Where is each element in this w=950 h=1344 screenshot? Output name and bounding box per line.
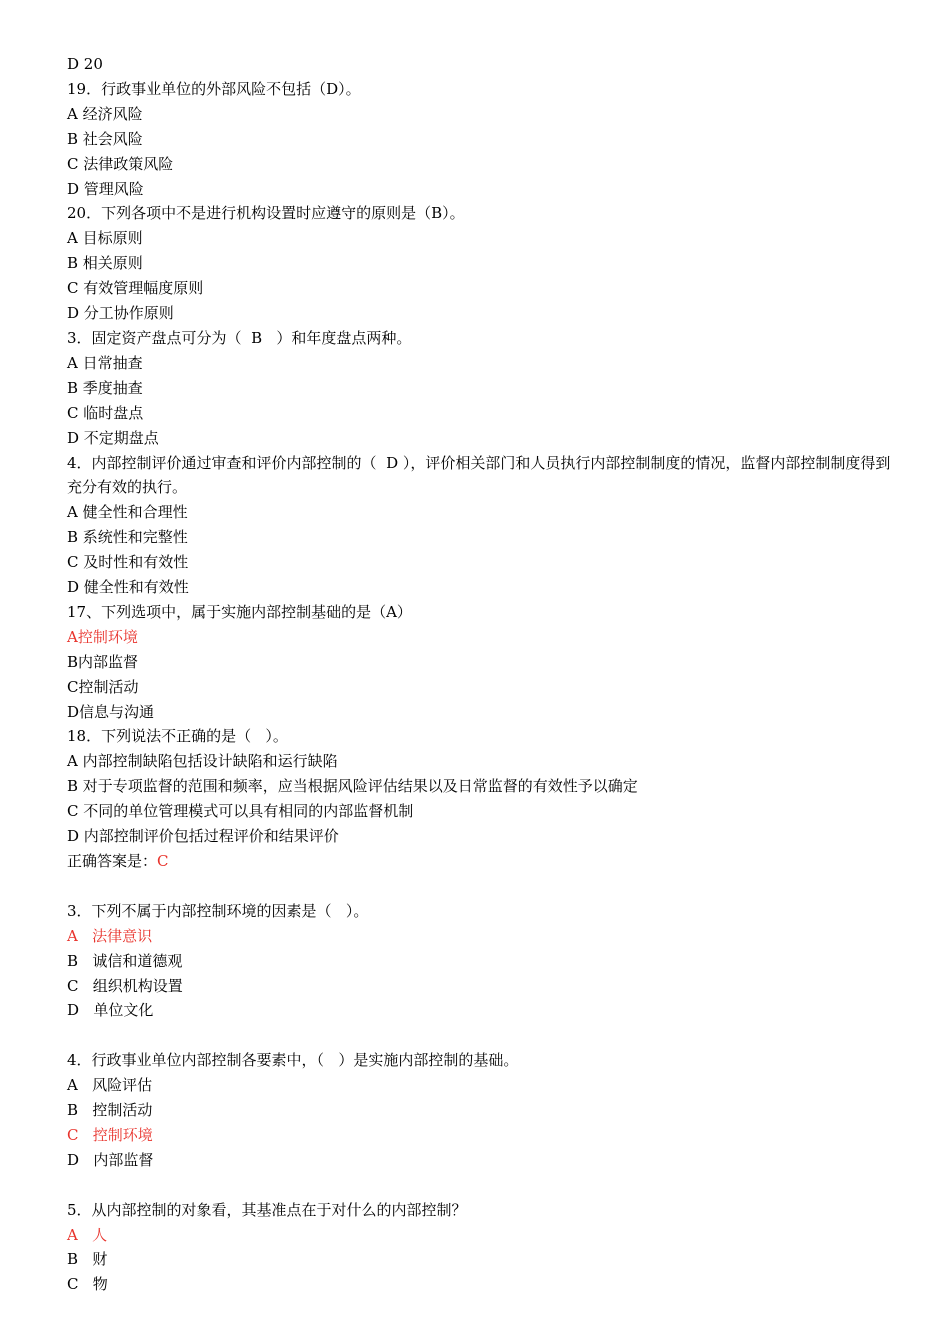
line-text: D信息与沟通 — [67, 702, 155, 721]
line-text: B 诚信和道德观 — [67, 951, 183, 970]
text-line — [67, 899, 902, 924]
text-line — [67, 276, 902, 301]
line-text: D 20 — [67, 55, 103, 73]
text-line — [67, 949, 902, 974]
line-text: B 季度抽查 — [67, 378, 143, 397]
line-text: D 内部监督 — [67, 1150, 154, 1169]
text-line — [67, 426, 902, 451]
text-line — [67, 1148, 902, 1173]
line-text: A 风险评估 — [67, 1076, 153, 1095]
text-line — [67, 376, 902, 401]
line-text: A 日常抽查 — [67, 353, 143, 372]
text-line — [67, 974, 902, 999]
line-text: C 组织机构设置 — [67, 976, 183, 995]
text-line — [67, 500, 902, 525]
text-line — [67, 177, 902, 202]
text-line — [67, 77, 902, 102]
text-line — [67, 1098, 902, 1123]
line-text: C 控制环境 — [67, 1125, 153, 1144]
line-text: A 内部控制缺陷包括设计缺陷和运行缺陷 — [67, 752, 338, 771]
line-text: B内部监督 — [67, 652, 139, 671]
line-text: C 物 — [67, 1275, 108, 1294]
line-text: A 经济风险 — [67, 104, 143, 123]
text-line — [67, 650, 902, 675]
line-text: C 及时性和有效性 — [67, 553, 189, 572]
line-text: D 健全性和有效性 — [67, 578, 189, 597]
text-line — [67, 102, 902, 127]
text-line — [67, 824, 902, 849]
line-text: A 法律意识 — [67, 926, 153, 945]
line-text: 4．行政事业单位内部控制各要素中，（ ）是实施内部控制的基础。 — [67, 1051, 519, 1070]
text-line — [67, 1247, 902, 1272]
text-line — [67, 1272, 902, 1297]
text-line — [67, 1198, 902, 1223]
line-text: C 不同的单位管理模式可以具有相同的内部监督机制 — [67, 802, 414, 821]
text-line — [67, 52, 902, 77]
text-line — [67, 575, 902, 600]
text-line — [67, 251, 902, 276]
text-line — [67, 451, 902, 501]
text-line — [67, 625, 902, 650]
text-line — [67, 998, 902, 1023]
text-line — [67, 226, 902, 251]
line-text: B 社会风险 — [67, 129, 143, 148]
line-text: D 内部控制评价包括过程评价和结果评价 — [67, 827, 339, 846]
line-text: 19．行政事业单位的外部风险不包括（D）。 — [67, 79, 361, 98]
text-line — [67, 675, 902, 700]
line-text: 18．下列说法不正确的是（ ）。 — [67, 727, 288, 746]
line-text: 4．内部控制评价通过审查和评价内部控制的（ D ），评价相关部门和人员执行内部控制制度的情况，监督内部控制制度得到充分有效的执行。 — [67, 453, 891, 497]
line-text: C控制活动 — [67, 677, 139, 696]
text-line — [67, 1048, 902, 1073]
line-text: C 法律政策风险 — [67, 154, 174, 173]
line-text: 正确答案是： — [67, 852, 158, 870]
text-line — [67, 1123, 902, 1148]
line-text: 3．固定资产盘点可分为（ B ）和年度盘点两种。 — [67, 328, 412, 347]
line-text: B 相关原则 — [67, 254, 143, 273]
text-line — [67, 700, 902, 725]
text-line — [67, 724, 902, 749]
text-line — [67, 774, 902, 799]
answer-letter: C — [157, 852, 169, 870]
text-line — [67, 201, 902, 226]
text-line — [67, 1023, 902, 1048]
line-text: A 健全性和合理性 — [67, 503, 188, 522]
line-text: A 人 — [67, 1225, 108, 1244]
line-text: A控制环境 — [67, 627, 138, 646]
line-text: 3．下列不属于内部控制环境的因素是（ ）。 — [67, 901, 369, 920]
text-line — [67, 127, 902, 152]
line-text: B 对于专项监督的范围和频率，应当根据风险评估结果以及日常监督的有效性予以确定 — [67, 777, 638, 796]
line-text: 5．从内部控制的对象看，其基准点在于对什么的内部控制？ — [67, 1200, 467, 1219]
line-text: B 控制活动 — [67, 1101, 153, 1120]
text-line — [67, 525, 902, 550]
text-line — [67, 1073, 902, 1098]
line-text: B 财 — [67, 1250, 108, 1269]
text-line — [67, 301, 902, 326]
text-line — [67, 1223, 902, 1248]
text-line — [67, 874, 902, 899]
line-text: C 有效管理幅度原则 — [67, 279, 204, 298]
line-text: D 不定期盘点 — [67, 428, 159, 447]
line-text: 17、下列选项中，属于实施内部控制基础的是（A） — [67, 602, 412, 621]
line-text: B 系统性和完整性 — [67, 528, 188, 547]
line-text: D 管理风险 — [67, 179, 144, 198]
text-line — [67, 401, 902, 426]
text-line — [67, 924, 902, 949]
line-text: D 单位文化 — [67, 1001, 154, 1020]
line-text: D 分工协作原则 — [67, 304, 174, 323]
text-line — [67, 749, 902, 774]
text-line — [67, 550, 902, 575]
text-line — [67, 326, 902, 351]
text-line — [67, 849, 902, 874]
text-line — [67, 1173, 902, 1198]
text-line — [67, 799, 902, 824]
line-text: A 目标原则 — [67, 229, 143, 248]
line-text: C 临时盘点 — [67, 403, 144, 422]
text-line — [67, 152, 902, 177]
text-line — [67, 351, 902, 376]
text-line — [67, 600, 902, 625]
line-text: 20．下列各项中不是进行机构设置时应遵守的原则是（B）。 — [67, 204, 465, 223]
